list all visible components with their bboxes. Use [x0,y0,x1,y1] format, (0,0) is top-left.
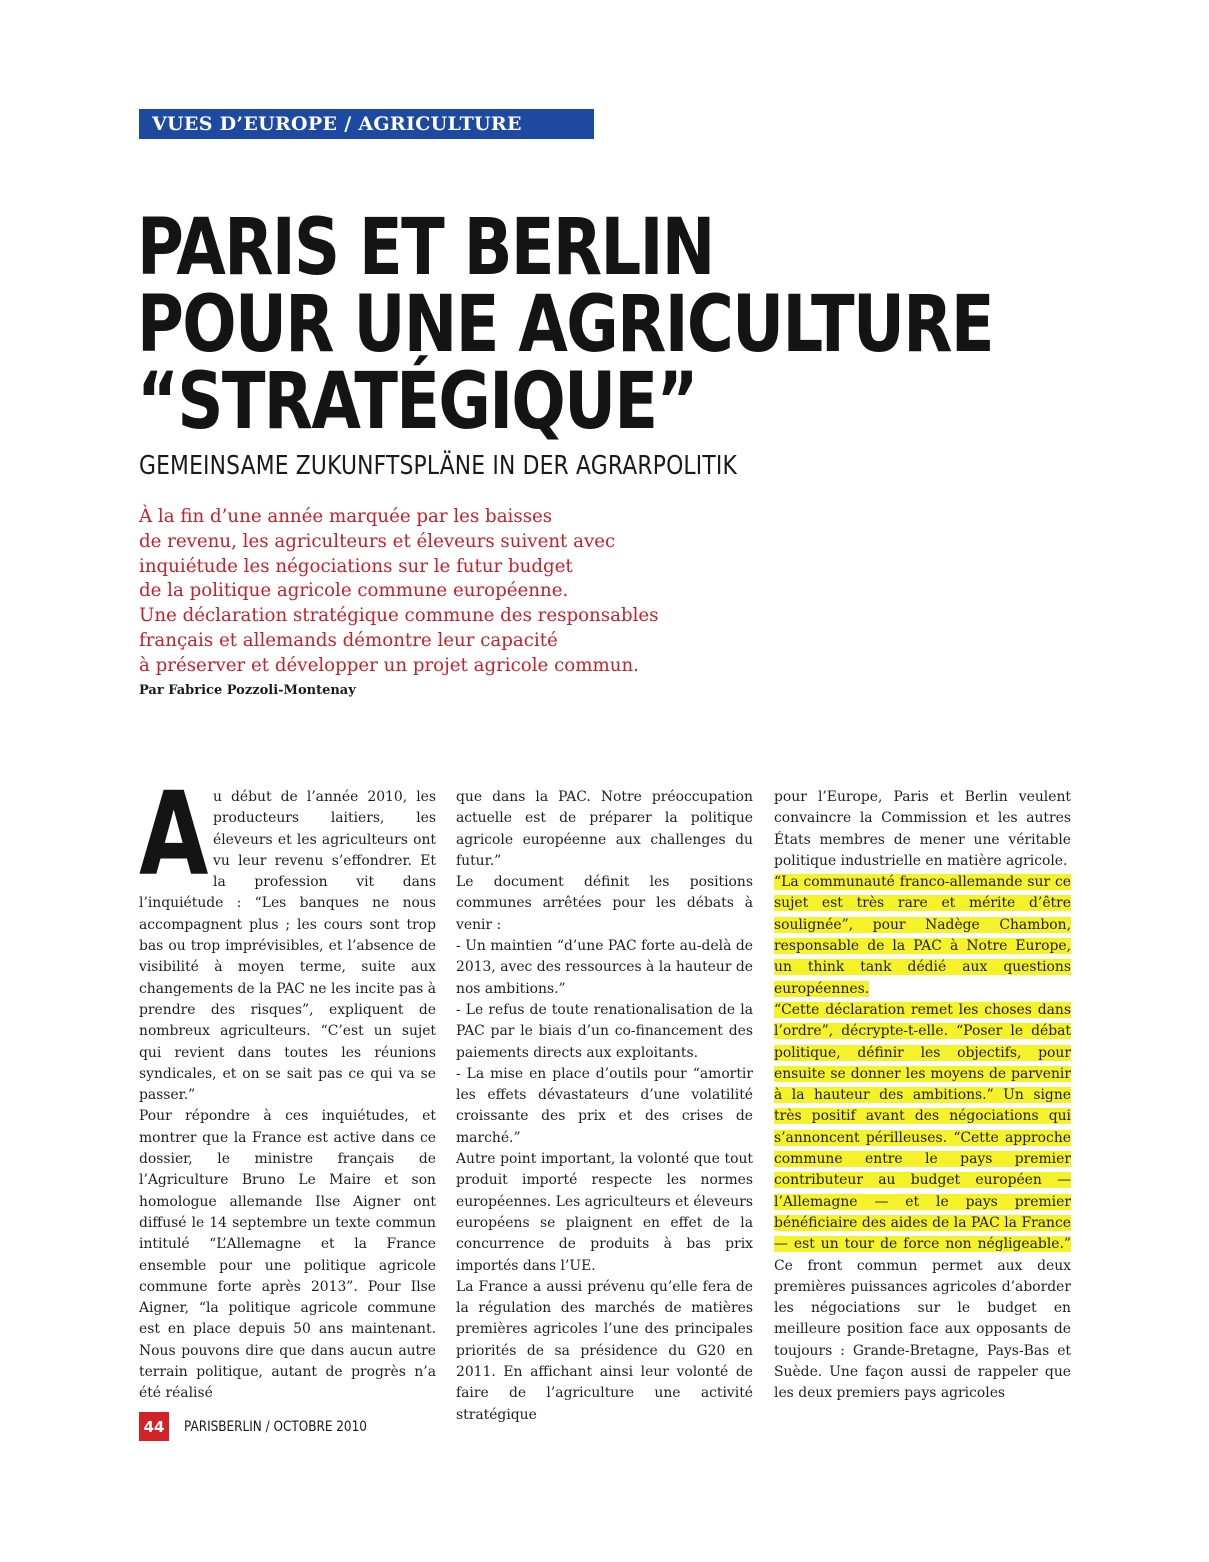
lead-line: Une déclaration stratégique commune des responsables [139,605,659,627]
headline-line-3: “STRATÉGIQUE” [137,357,697,447]
body-paragraph: - Le refus de toute renationalisation de la PAC par le biais d’un co-financement des paiements directs aux exploitants. [456,1001,753,1061]
body-column-2 [456,787,753,1426]
body-text: Ce front commun permet aux deux premières puissances agricoles d’aborder les négociations sur le budget en meilleure position face aux opposants de toujours : Grande-Bretagne, Pays-Bas et Suède. Une façon aussi de rappeler que les deux premiers pays agricoles [774,1257,1071,1402]
body-paragraph: pour l’Europe, Paris et Berlin veulent convaincre la Commission et les autres États membres de mener une véritable politique industrielle en matière agricole. [774,789,1071,869]
section-rubric: VUES D’EUROPE / AGRICULTURE [139,109,594,139]
headline-line-1: PARIS ET BERLIN [137,203,714,293]
drop-cap: A [139,768,209,902]
page-footer [139,1412,397,1441]
body-paragraph: Autre point important, la volonté que tout produit importé respecte les normes européennes. Les agriculteurs et éleveurs européens se plaignent en effet de la concurrence de produits à bas prix importés dans l’UE. [456,1151,753,1274]
highlighted-quote: “Cette déclaration remet les choses dans l’ordre”, décrypte-t-elle. “Poser le débat politique, définir les objectifs, pour ensuite se donner les moyens de parvenir à la hauteur des ambitions.” Un signe très positif avant des négociations qui s’annoncent périlleuses. “Cette approche commune entre le pays premier contributeur au budget européen — l’Allemagne — et le pays premier bénéficiaire des aides de la PAC la France — est un tour de force non négligeable.” [774,1001,1071,1253]
body-paragraph: La France a aussi prévenu qu’elle fera de la régulation des marchés de matières premières agricoles l’une des principales priorités de sa présidence du G20 en 2011. En affichant ainsi leur volonté de faire de l’agriculture une activité stratégique [456,1278,753,1423]
article-subhead: GEMEINSAME ZUKUNFTSPLÄNE IN DER AGRARPOLITIK [139,451,738,481]
body-paragraph: u début de l’année 2010, les producteurs laitiers, les éleveurs et les agriculteurs ont vu leur revenu s’effondrer. Et la profession vit dans l’inquiétude : “Les banques ne nous accompagnent plus ; les cours sont trop bas ou trop imprévisibles, et l’absence de visibilité à moyen terme, suite aux changements de la PAC ne les incite pas à prendre des risques”, expliquent de nombreux agriculteurs. “C’est un sujet qui revient dans toutes les réunions syndicales, et on se sait pas ce qui va se passer.” [139,789,436,1104]
body-paragraph-highlighted [774,1000,1071,1405]
body-paragraph: - La mise en place d’outils pour “amortir les effets dévastateurs d’une volatilité croissante des prix et des crises de marché.” [456,1065,753,1146]
lead-line: À la fin d’une année marquée par les baisses [139,506,553,527]
body-paragraph: - Un maintien “d’une PAC forte au-delà de 2013, avec des ressources à la hauteur de nos ambitions.” [456,938,753,997]
lead-line: de la politique agricole commune européenne. [139,580,569,602]
article-lead [139,505,739,679]
lead-line: à préserver et développer un projet agricole commun. [139,654,639,676]
body-column-3 [774,787,1071,1405]
headline-line-2: POUR UNE AGRICULTURE [137,280,993,370]
lead-line: inquiétude les négociations sur le futur budget [139,555,573,577]
body-column-1 [139,768,436,1405]
body-paragraph: que dans la PAC. Notre préoccupation actuelle est de préparer la politique agricole européenne aux challenges du futur.” [456,789,753,869]
lead-line: français et allemands démontre leur capacité [139,629,558,651]
body-paragraph: Pour répondre à ces inquiétudes, et montrer que la France est active dans ce dossier, le ministre français de l’Agriculture Bruno Le Maire et son homologue allemande Ilse Aigner ont diffusé le 14 septembre un texte commun intitulé “L’Allemagne et la France ensemble pour une politique agricole commune forte après 2013”. Pour Ilse Aigner, “la politique agricole commune est en place depuis 50 ans maintenant. Nous pouvons dire que dans aucun autre terrain politique, autant de progrès n’a été réalisé [139,1108,436,1402]
page-number: 44 [139,1412,169,1441]
publication-label: PARISBERLIN / OCTOBRE 2010 [184,1418,367,1435]
byline: Par Fabrice Pozzoli-Montenay [139,683,356,698]
lead-line: de revenu, les agriculteurs et éleveurs suivent avec [139,530,616,552]
highlighted-quote: “La communauté franco-allemande sur ce sujet est très rare et mérite d’être soulignée”, pour Nadège Chambon, responsable de la PAC à Notre Europe, un think tank dédié aux questions européennes. [774,874,1071,997]
article-headline [137,203,993,447]
body-paragraph: Le document définit les positions communes arrêtées pour les débats à venir : [456,874,753,933]
body-paragraph-highlighted [774,872,1071,1000]
